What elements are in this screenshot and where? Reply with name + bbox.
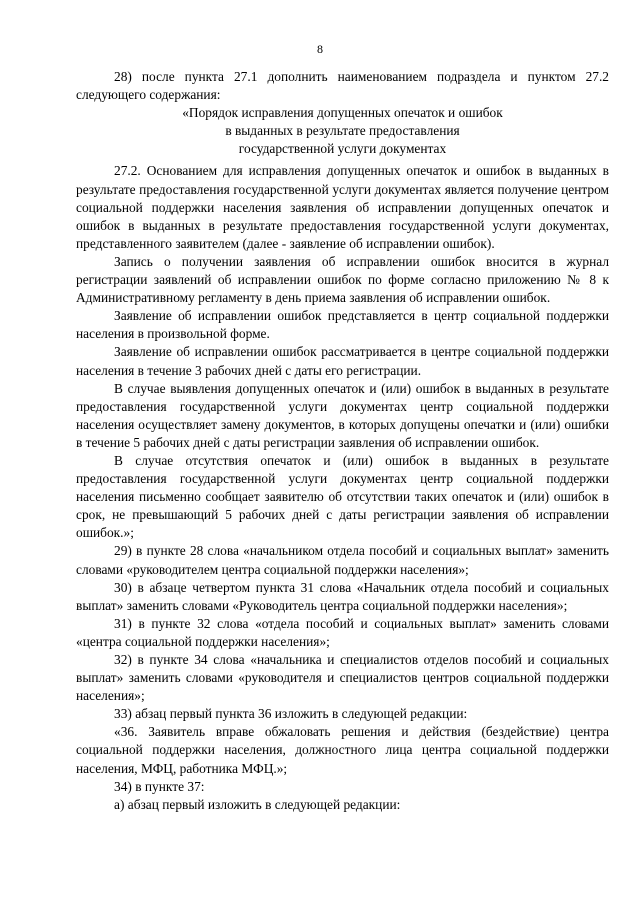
subsection-title-line-3: государственной услуги документах — [238, 141, 447, 157]
subsection-title-line-2: в выданных в результате предоставления — [225, 123, 460, 139]
paragraph-free-form: Заявление об исправлении ошибок представляется в центр социальной поддержки населения в произвольной форме. — [76, 308, 609, 342]
paragraph-30: 30) в абзаце четвертом пункта 31 слова «Начальник отдела пособий и социальных выплат» заменить словами «Руководитель центра социальной поддержки населения»; — [76, 579, 609, 613]
paragraph-29: 29) в пункте 28 слова «начальником отдела пособий и социальных выплат» заменить словами «руководителем центра социальной поддержки населения»; — [76, 543, 609, 577]
paragraph-31: 31) в пункте 32 слова «отдела пособий и социальных выплат» заменить словами «центра социальной поддержки населения»; — [76, 615, 609, 649]
page-number: 8 — [317, 42, 323, 56]
paragraph-errors-found: В случае выявления допущенных опечаток и (или) ошибок в выданных в результате предоставления государственной услуги документах центр социальной поддержки населения осуществляет замену документов, в которых допущены опечатки и (или) ошибки в течение 5 рабочих дней с даты регистрации заявления об исправлении ошибок. — [76, 380, 609, 450]
paragraph-no-errors: В случае отсутствия опечаток и (или) ошибок в выданных в результате предоставления государственной услуги документах центр социальной поддержки населения письменно сообщает заявителю об отсутствии таких опечаток и (или) ошибок в срок, не превышающий 5 рабочих дней с даты регистрации заявления об исправлении ошибок.»; — [76, 452, 609, 541]
paragraph-34-a: а) абзац первый изложить в следующей редакции: — [114, 796, 401, 812]
paragraph-journal-entry: Запись о получении заявления об исправлении ошибок вносится в журнал регистрации заявлений об исправлении ошибок по форме согласно приложению № 8 к Административному регламенту в день приема заявления об исправлении ошибок. — [76, 253, 609, 306]
paragraph-33: 33) абзац первый пункта 36 изложить в следующей редакции: — [114, 706, 468, 722]
paragraph-review-term: Заявление об исправлении ошибок рассматривается в центре социальной поддержки населения в течение 3 рабочих дней с даты его регистрации. — [76, 344, 609, 378]
subsection-title-line-1: «Порядок исправления допущенных опечаток и ошибок — [182, 105, 503, 121]
document-body — [76, 68, 609, 814]
paragraph-34: 34) в пункте 37: — [114, 778, 205, 794]
paragraph-36-quote: «36. Заявитель вправе обжаловать решения и действия (бездействие) центра социальной поддержки населения, должностного лица центра социальной поддержки населения, МФЦ, работника МФЦ.»; — [76, 724, 609, 776]
paragraph-32: 32) в пункте 34 слова «начальника и специалистов отделов пособий и социальных выплат» заменить словами «руководителя и специалистов центров социальной поддержки населения»; — [76, 652, 609, 704]
paragraph-28: 28) после пункта 27.1 дополнить наименованием подраздела и пунктом 27.2 следующего содержания: — [76, 69, 609, 103]
paragraph-27-2: 27.2. Основанием для исправления допущенных опечаток и ошибок в выданных в результате предоставления государственной услуги документах является получение центром социальной поддержки населения заявления об исправлении допущенных опечаток и ошибок в выданных в результате предоставления государственной услуги документах, представленного заявителем (далее - заявление об исправлении ошибок). — [76, 163, 609, 251]
